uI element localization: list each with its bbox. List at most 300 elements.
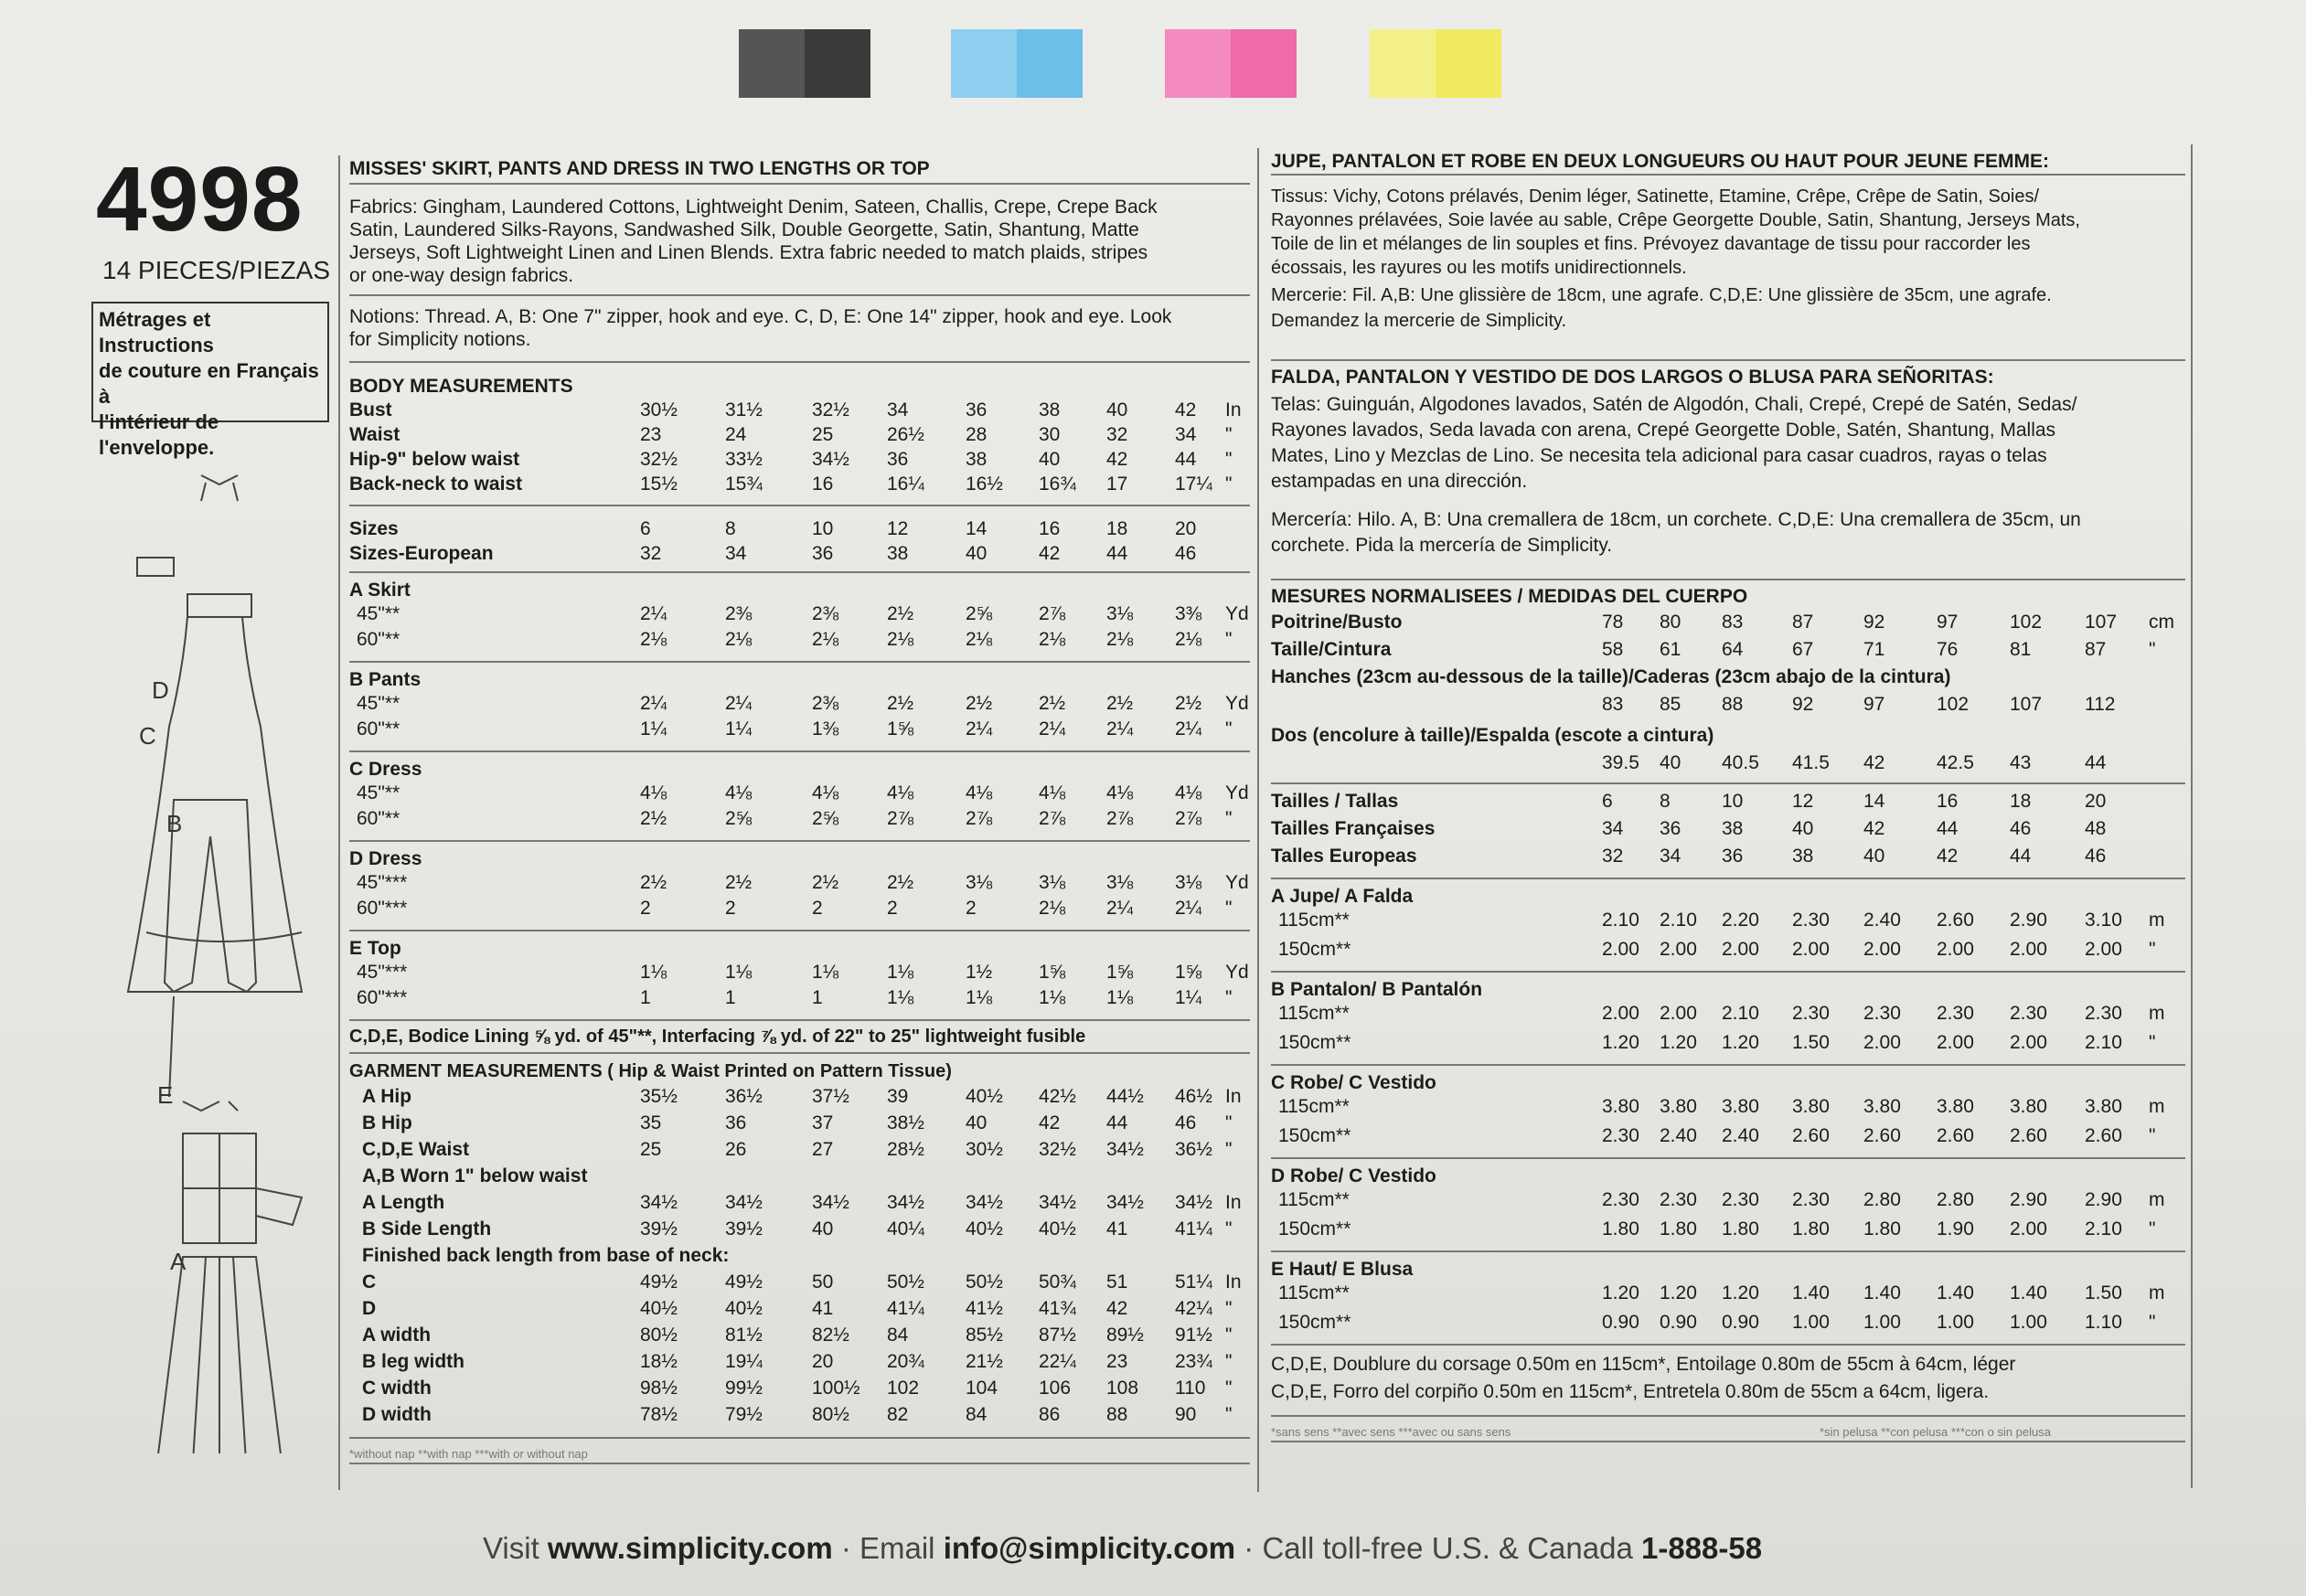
rule-line bbox=[349, 294, 1250, 296]
table-cell: 41 bbox=[812, 1298, 834, 1319]
fr-note-line: l'enveloppe. bbox=[99, 436, 215, 459]
section-title: GARMENT MEASUREMENTS ( Hip & Waist Printed on Pattern Tissue) bbox=[349, 1061, 952, 1081]
table-cell: 40 bbox=[1792, 818, 1814, 839]
rule-line bbox=[1271, 782, 2185, 784]
pattern-number: 4998 bbox=[96, 148, 304, 250]
table-cell: 10 bbox=[1722, 791, 1744, 812]
section-title: B Pantalon/ B Pantalón bbox=[1271, 979, 1483, 1000]
notions-line: for Simplicity notions. bbox=[349, 329, 531, 350]
table-cell: 3.80 bbox=[1792, 1096, 1830, 1117]
table-cell: 26½ bbox=[887, 424, 924, 445]
table-cell: 2⅞ bbox=[1106, 808, 1134, 829]
row-label: 115cm** bbox=[1278, 1003, 1350, 1024]
table-cell: 1.40 bbox=[2010, 1282, 2047, 1303]
french-instructions-note bbox=[91, 302, 329, 459]
table-cell: 86 bbox=[1039, 1404, 1061, 1425]
unit-cell: " bbox=[1225, 987, 1233, 1008]
table-cell: 100½ bbox=[812, 1378, 860, 1399]
table-cell: 2.30 bbox=[1792, 1003, 1830, 1024]
fabrics-line: Jerseys, Soft Lightweight Linen and Linen Blends. Extra fabric needed to match plaids, stripes bbox=[349, 242, 1148, 263]
fr-mercerie-line: Mercerie: Fil. A,B: Une glissière de 18cm, une agrafe. C,D,E: Une glissière de 35cm, une agrafe. bbox=[1271, 285, 2052, 305]
table-cell: 36 bbox=[966, 399, 988, 420]
table-cell: 2.00 bbox=[1602, 939, 1639, 960]
table-cell: 36½ bbox=[1175, 1139, 1212, 1160]
rule-line bbox=[349, 183, 1250, 185]
table-cell: 36 bbox=[1722, 846, 1744, 867]
fr-fabrics-line: Toile de lin et mélanges de lin souples et fins. Prévoyez davantage de tissu pour raccorder les bbox=[1271, 234, 2031, 254]
unit-cell: Yd bbox=[1225, 872, 1249, 893]
row-label: Hanches (23cm au-dessous de la taille)/Caderas (23cm abajo de la cintura) bbox=[1271, 666, 1951, 687]
table-cell: 28½ bbox=[887, 1139, 924, 1160]
table-cell: 38½ bbox=[887, 1112, 924, 1133]
table-cell: 2½ bbox=[640, 872, 667, 893]
table-cell: 1⅝ bbox=[1175, 962, 1202, 983]
unit-cell: " bbox=[2149, 1218, 2156, 1240]
table-cell: 89½ bbox=[1106, 1325, 1144, 1346]
table-cell: 14 bbox=[966, 518, 988, 539]
table-cell: 34½ bbox=[812, 449, 849, 470]
table-cell: 1.40 bbox=[1937, 1282, 1974, 1303]
table-cell: 49½ bbox=[725, 1271, 763, 1293]
table-cell: 42 bbox=[1106, 1298, 1128, 1319]
table-cell: 34½ bbox=[966, 1192, 1003, 1213]
table-cell: 81 bbox=[2010, 639, 2032, 660]
table-cell: 80½ bbox=[812, 1404, 849, 1425]
row-label: 45"*** bbox=[357, 962, 408, 983]
section-title: C Dress bbox=[349, 759, 422, 780]
row-label: A Hip bbox=[362, 1086, 412, 1107]
table-cell: 2⅛ bbox=[1106, 629, 1134, 650]
row-label: 150cm** bbox=[1278, 939, 1351, 960]
row-label: 60"*** bbox=[357, 898, 408, 919]
phone-number: 1-888-58 bbox=[1640, 1531, 1763, 1565]
table-cell: 40 bbox=[966, 543, 988, 564]
table-cell: 71 bbox=[1863, 639, 1885, 660]
table-cell: 1.20 bbox=[1602, 1032, 1639, 1053]
table-cell: 20 bbox=[1175, 518, 1197, 539]
table-cell: 42½ bbox=[1039, 1086, 1076, 1107]
table-cell: 42¼ bbox=[1175, 1298, 1212, 1319]
fabrics-line: Fabrics: Gingham, Laundered Cottons, Lightweight Denim, Sateen, Challis, Crepe, Crepe Back bbox=[349, 197, 1158, 218]
email-link[interactable]: info@simplicity.com bbox=[943, 1531, 1236, 1565]
table-cell: 1.50 bbox=[1792, 1032, 1830, 1053]
table-cell: 37½ bbox=[812, 1086, 849, 1107]
table-cell: 24 bbox=[725, 424, 747, 445]
table-cell: 2¼ bbox=[1106, 898, 1134, 919]
table-cell: 2.60 bbox=[2010, 1125, 2047, 1146]
table-cell: 16 bbox=[812, 473, 834, 495]
table-cell: 2.00 bbox=[1602, 1003, 1639, 1024]
table-cell: 76 bbox=[1937, 639, 1959, 660]
table-cell: 2½ bbox=[887, 603, 914, 624]
table-cell: 46 bbox=[2085, 846, 2107, 867]
table-cell: 2⅞ bbox=[1175, 808, 1202, 829]
table-cell: 50½ bbox=[887, 1271, 924, 1293]
rule-line bbox=[1271, 174, 2185, 176]
unit-cell: m bbox=[2149, 1003, 2165, 1024]
table-cell: 40¼ bbox=[887, 1218, 924, 1240]
left-panel-divider bbox=[338, 155, 340, 1490]
table-cell: 2.30 bbox=[1602, 1189, 1639, 1210]
table-cell: 34 bbox=[887, 399, 909, 420]
table-cell: 40 bbox=[1660, 752, 1681, 773]
table-cell: 12 bbox=[887, 518, 909, 539]
view-letter-a: A bbox=[170, 1248, 187, 1275]
table-cell: 106 bbox=[1039, 1378, 1072, 1399]
table-cell: 90 bbox=[1175, 1404, 1197, 1425]
table-cell: 92 bbox=[1792, 694, 1814, 715]
section-title: A Skirt bbox=[349, 580, 411, 601]
row-label: 150cm** bbox=[1278, 1218, 1351, 1240]
unit-cell: " bbox=[1225, 1378, 1233, 1399]
section-title: D Dress bbox=[349, 848, 422, 869]
table-cell: 91½ bbox=[1175, 1325, 1212, 1346]
table-cell: 40½ bbox=[966, 1218, 1003, 1240]
table-cell: 2¼ bbox=[725, 693, 753, 714]
table-cell: 3.80 bbox=[1722, 1096, 1759, 1117]
unit-cell: " bbox=[2149, 1125, 2156, 1146]
color-swatch bbox=[1165, 29, 1231, 98]
table-cell: 2.00 bbox=[2010, 1218, 2047, 1240]
table-cell: 16 bbox=[1937, 791, 1959, 812]
table-cell: 16¾ bbox=[1039, 473, 1076, 495]
table-cell: 46 bbox=[1175, 1112, 1197, 1133]
table-cell: 64 bbox=[1722, 639, 1744, 660]
unit-cell: In bbox=[1225, 1192, 1242, 1213]
table-cell: 1¼ bbox=[725, 718, 753, 739]
table-cell: 2⅝ bbox=[812, 808, 839, 829]
table-cell: 42 bbox=[1863, 818, 1885, 839]
rule-line bbox=[349, 930, 1250, 931]
table-cell: 1.00 bbox=[1863, 1312, 1901, 1333]
table-cell: 3.80 bbox=[1937, 1096, 1974, 1117]
table-cell: 38 bbox=[1792, 846, 1814, 867]
unit-cell: Yd bbox=[1225, 962, 1249, 983]
table-cell: 97 bbox=[1937, 612, 1959, 633]
table-cell: 81½ bbox=[725, 1325, 763, 1346]
unit-cell: " bbox=[2149, 939, 2156, 960]
table-cell: 16¼ bbox=[887, 473, 924, 495]
table-cell: 97 bbox=[1863, 694, 1885, 715]
table-cell: 41¼ bbox=[887, 1298, 924, 1319]
es-fabrics-line: Mates, Lino y Mezclas de Lino. Se necesita tela adicional para casar cuadros, rayas o telas bbox=[1271, 445, 2047, 466]
unit-cell: In bbox=[1225, 399, 1242, 420]
rule-line bbox=[349, 840, 1250, 842]
table-cell: 1.20 bbox=[1660, 1032, 1697, 1053]
table-cell: 80½ bbox=[640, 1325, 678, 1346]
table-cell: 34½ bbox=[725, 1192, 763, 1213]
table-cell: 2.00 bbox=[1937, 939, 1974, 960]
table-cell: 37 bbox=[812, 1112, 834, 1133]
table-cell: 2.00 bbox=[2010, 1032, 2047, 1053]
table-cell: 2.00 bbox=[2085, 939, 2122, 960]
table-cell: 3.80 bbox=[2010, 1096, 2047, 1117]
table-cell: 3⅛ bbox=[1106, 603, 1134, 624]
table-cell: 2½ bbox=[1175, 693, 1202, 714]
table-cell: 38 bbox=[966, 449, 988, 470]
unit-cell: " bbox=[1225, 808, 1233, 829]
unit-cell: In bbox=[1225, 1271, 1242, 1293]
table-cell: 78½ bbox=[640, 1404, 678, 1425]
table-cell: 2.30 bbox=[1660, 1189, 1697, 1210]
table-cell: 1⅛ bbox=[887, 987, 914, 1008]
row-label: 150cm** bbox=[1278, 1032, 1351, 1053]
color-swatch bbox=[1370, 29, 1436, 98]
table-cell: 2.80 bbox=[1863, 1189, 1901, 1210]
table-cell: 2½ bbox=[966, 693, 993, 714]
table-cell: 3.10 bbox=[2085, 910, 2122, 931]
table-cell: 84 bbox=[887, 1325, 909, 1346]
table-cell: 0.90 bbox=[1722, 1312, 1759, 1333]
table-cell: 3⅛ bbox=[1106, 872, 1134, 893]
table-cell: 84 bbox=[966, 1404, 988, 1425]
table-cell: 3.80 bbox=[1863, 1096, 1901, 1117]
table-cell: 3.80 bbox=[2085, 1096, 2122, 1117]
table-cell: 2⅝ bbox=[725, 808, 753, 829]
table-cell: 67 bbox=[1792, 639, 1814, 660]
table-cell: 32 bbox=[640, 543, 662, 564]
table-cell: 110 bbox=[1175, 1378, 1206, 1399]
table-cell: 1.80 bbox=[1660, 1218, 1697, 1240]
table-cell: 34½ bbox=[1106, 1192, 1144, 1213]
row-label: B Side Length bbox=[362, 1218, 492, 1240]
table-cell: 35 bbox=[640, 1112, 662, 1133]
lining-note: C,D,E, Bodice Lining ⅝ yd. of 45"**, Interfacing ⅞ yd. of 22" to 25" lightweight fusible bbox=[349, 1027, 1086, 1047]
table-cell: 2½ bbox=[640, 808, 667, 829]
rule-line bbox=[349, 505, 1250, 506]
table-cell: 2.00 bbox=[1863, 939, 1901, 960]
table-cell: 3⅜ bbox=[1175, 603, 1202, 624]
fabrics-line: or one-way design fabrics. bbox=[349, 265, 574, 286]
table-cell: 4⅛ bbox=[1106, 782, 1134, 803]
table-cell: 2.30 bbox=[1863, 1003, 1901, 1024]
table-cell: 2¼ bbox=[1106, 718, 1134, 739]
table-cell: 87 bbox=[2085, 639, 2107, 660]
table-cell: 3.80 bbox=[1660, 1096, 1697, 1117]
table-cell: 36 bbox=[812, 543, 834, 564]
table-cell: 87½ bbox=[1039, 1325, 1076, 1346]
unit-cell: " bbox=[1225, 449, 1233, 470]
lining-note-es: C,D,E, Forro del corpiño 0.50m en 115cm*, Entretela 0.80m de 55cm a 64cm, ligera. bbox=[1271, 1381, 1990, 1402]
rule-line bbox=[349, 750, 1250, 752]
lining-note-fr: C,D,E, Doublure du corsage 0.50m en 115cm*, Entoilage 0.80m de 55cm à 64cm, léger bbox=[1271, 1354, 2016, 1375]
table-cell: 32½ bbox=[640, 449, 678, 470]
table-cell: 2.30 bbox=[1722, 1189, 1759, 1210]
unit-cell: Yd bbox=[1225, 603, 1249, 624]
section-title: MESURES NORMALISEES / MEDIDAS DEL CUERPO bbox=[1271, 586, 1748, 607]
table-cell: 20¾ bbox=[887, 1351, 924, 1372]
table-cell: 1⅛ bbox=[1106, 987, 1134, 1008]
table-cell: 102 bbox=[1937, 694, 1970, 715]
table-cell: 16 bbox=[1039, 518, 1061, 539]
rule-line bbox=[1271, 1157, 2185, 1159]
table-cell: 2⅛ bbox=[812, 629, 839, 650]
table-cell: 80 bbox=[1660, 612, 1681, 633]
table-cell: 42 bbox=[1175, 399, 1197, 420]
table-cell: 1 bbox=[640, 987, 651, 1008]
table-cell: 44 bbox=[1937, 818, 1959, 839]
row-label: 150cm** bbox=[1278, 1125, 1351, 1146]
row-label: Dos (encolure à taille)/Espalda (escote a cintura) bbox=[1271, 725, 1714, 746]
row-label: Sizes bbox=[349, 518, 399, 539]
row-label: 115cm** bbox=[1278, 1189, 1350, 1210]
right-panel-divider bbox=[2191, 144, 2193, 1488]
footnote-es: *sin pelusa **con pelusa ***con o sin pelusa bbox=[1820, 1425, 2051, 1439]
table-cell: 2.90 bbox=[2010, 1189, 2047, 1210]
table-cell: 43 bbox=[2010, 752, 2032, 773]
table-cell: 34½ bbox=[1175, 1192, 1212, 1213]
table-cell: 2¼ bbox=[640, 693, 667, 714]
table-cell: 1⅛ bbox=[966, 987, 993, 1008]
panel-title: JUPE, PANTALON ET ROBE EN DEUX LONGUEURS OU HAUT POUR JEUNE FEMME: bbox=[1271, 151, 2049, 172]
table-cell: 83 bbox=[1602, 694, 1624, 715]
table-cell: 1.10 bbox=[2085, 1312, 2122, 1333]
section-title: B Pants bbox=[349, 669, 422, 690]
table-cell: 2.40 bbox=[1722, 1125, 1759, 1146]
table-cell: 19¼ bbox=[725, 1351, 763, 1372]
table-cell: 2.00 bbox=[1863, 1032, 1901, 1053]
table-cell: 51¼ bbox=[1175, 1271, 1212, 1293]
rule-line bbox=[1271, 359, 2185, 361]
fr-note-line: de couture en Français à bbox=[99, 359, 319, 408]
table-cell: 42 bbox=[1106, 449, 1128, 470]
unit-cell: " bbox=[1225, 718, 1233, 739]
table-cell: 102 bbox=[2010, 612, 2043, 633]
fr-fabrics-line: Tissus: Vichy, Cotons prélavés, Denim léger, Satinette, Etamine, Crêpe, Crêpe de Satin, Soies/ bbox=[1271, 186, 2040, 207]
table-cell: 10 bbox=[812, 518, 834, 539]
pieces-count: 14 PIECES/PIEZAS bbox=[102, 256, 330, 284]
table-cell: 12 bbox=[1792, 791, 1814, 812]
table-cell: 39½ bbox=[725, 1218, 763, 1240]
table-cell: 107 bbox=[2085, 612, 2118, 633]
table-cell: 40 bbox=[1039, 449, 1061, 470]
table-cell: 2.90 bbox=[2085, 1189, 2122, 1210]
table-cell: 40½ bbox=[966, 1086, 1003, 1107]
rule-line bbox=[1271, 1441, 2185, 1442]
table-cell: 78 bbox=[1602, 612, 1624, 633]
table-cell: 50¾ bbox=[1039, 1271, 1076, 1293]
section-title: C Robe/ C Vestido bbox=[1271, 1072, 1436, 1093]
website-link[interactable]: www.simplicity.com bbox=[547, 1531, 833, 1565]
table-cell: 50½ bbox=[966, 1271, 1003, 1293]
table-cell: 42 bbox=[1039, 543, 1061, 564]
table-cell: 1.20 bbox=[1722, 1032, 1759, 1053]
table-cell: 2.60 bbox=[1937, 1125, 1974, 1146]
row-label: 60"** bbox=[357, 629, 400, 650]
table-cell: 49½ bbox=[640, 1271, 678, 1293]
row-label: Bust bbox=[349, 399, 392, 420]
table-cell: 41 bbox=[1106, 1218, 1128, 1240]
table-cell: 4⅛ bbox=[725, 782, 753, 803]
center-divider bbox=[1257, 148, 1259, 1492]
table-cell: 1.20 bbox=[1660, 1282, 1697, 1303]
table-cell: 108 bbox=[1106, 1378, 1139, 1399]
table-cell: 2.60 bbox=[2085, 1125, 2122, 1146]
table-cell: 1.40 bbox=[1863, 1282, 1901, 1303]
table-cell: 1.00 bbox=[1792, 1312, 1830, 1333]
table-cell: 51 bbox=[1106, 1271, 1128, 1293]
table-cell: 18½ bbox=[640, 1351, 678, 1372]
fr-mercerie-line: Demandez la mercerie de Simplicity. bbox=[1271, 311, 1567, 331]
table-cell: 17 bbox=[1106, 473, 1128, 495]
rule-line bbox=[349, 1052, 1250, 1054]
table-cell: 88 bbox=[1722, 694, 1744, 715]
table-cell: 39½ bbox=[640, 1218, 678, 1240]
table-cell: 2⅜ bbox=[812, 693, 839, 714]
table-cell: 15¾ bbox=[725, 473, 763, 495]
table-cell: 42 bbox=[1937, 846, 1959, 867]
table-cell: 82½ bbox=[812, 1325, 849, 1346]
table-cell: 2⅛ bbox=[887, 629, 914, 650]
rule-line bbox=[349, 1437, 1250, 1439]
table-cell: 2.10 bbox=[1602, 910, 1639, 931]
row-label: Sizes-European bbox=[349, 543, 494, 564]
table-cell: 87 bbox=[1792, 612, 1814, 633]
footnote-fr: *sans sens **avec sens ***avec ou sans sens bbox=[1271, 1425, 1511, 1439]
table-cell: 34½ bbox=[887, 1192, 924, 1213]
rule-line bbox=[1271, 1064, 2185, 1066]
unit-cell: " bbox=[1225, 898, 1233, 919]
es-merceria-line: Mercería: Hilo. A, B: Una cremallera de 18cm, un corchete. C,D,E: Una cremallera de 35cm, un bbox=[1271, 509, 2081, 530]
row-label: B leg width bbox=[362, 1351, 464, 1372]
table-cell: 41¼ bbox=[1175, 1218, 1212, 1240]
unit-cell: " bbox=[1225, 1298, 1233, 1319]
table-cell: 36 bbox=[1660, 818, 1681, 839]
table-cell: 23 bbox=[640, 424, 662, 445]
table-cell: 85½ bbox=[966, 1325, 1003, 1346]
section-title: E Haut/ E Blusa bbox=[1271, 1259, 1414, 1280]
table-cell: 1¼ bbox=[640, 718, 667, 739]
table-cell: 61 bbox=[1660, 639, 1681, 660]
table-cell: 2.10 bbox=[2085, 1032, 2122, 1053]
table-cell: 2½ bbox=[812, 872, 839, 893]
unit-cell: " bbox=[1225, 1112, 1233, 1133]
table-cell: 99½ bbox=[725, 1378, 763, 1399]
table-cell: 2.00 bbox=[1937, 1032, 1974, 1053]
table-cell: 27 bbox=[812, 1139, 834, 1160]
es-merceria-line: corchete. Pida la mercería de Simplicity. bbox=[1271, 535, 1613, 556]
unit-cell: " bbox=[1225, 1218, 1233, 1240]
footer-contact bbox=[483, 1531, 1762, 1566]
fr-note-line: l'intérieur de bbox=[99, 410, 219, 433]
table-cell: 2.80 bbox=[1937, 1189, 1974, 1210]
view-letter-d: D bbox=[152, 676, 169, 704]
row-label: Waist bbox=[349, 424, 400, 445]
row-label: 45"** bbox=[357, 693, 400, 714]
table-cell: 23¾ bbox=[1175, 1351, 1212, 1372]
table-cell: 2.60 bbox=[1863, 1125, 1901, 1146]
table-cell: 1.90 bbox=[1937, 1218, 1974, 1240]
unit-cell: " bbox=[2149, 639, 2156, 660]
section-title: E Top bbox=[349, 938, 401, 959]
table-cell: 2¼ bbox=[1039, 718, 1066, 739]
table-cell: 58 bbox=[1602, 639, 1624, 660]
table-cell: 20 bbox=[812, 1351, 834, 1372]
table-cell: 2.30 bbox=[2085, 1003, 2122, 1024]
table-cell: 1.20 bbox=[1602, 1282, 1639, 1303]
row-label: Finished back length from base of neck: bbox=[362, 1245, 730, 1266]
table-cell: 2.20 bbox=[1722, 910, 1759, 931]
row-label: Taille/Cintura bbox=[1271, 639, 1392, 660]
table-cell: 1.80 bbox=[1722, 1218, 1759, 1240]
table-cell: 18 bbox=[2010, 791, 2032, 812]
table-cell: 2⅞ bbox=[1039, 808, 1066, 829]
table-cell: 2 bbox=[812, 898, 823, 919]
unit-cell: " bbox=[1225, 1325, 1233, 1346]
table-cell: 2⅛ bbox=[1175, 629, 1202, 650]
table-cell: 88 bbox=[1106, 1404, 1128, 1425]
table-cell: 2½ bbox=[1106, 693, 1134, 714]
